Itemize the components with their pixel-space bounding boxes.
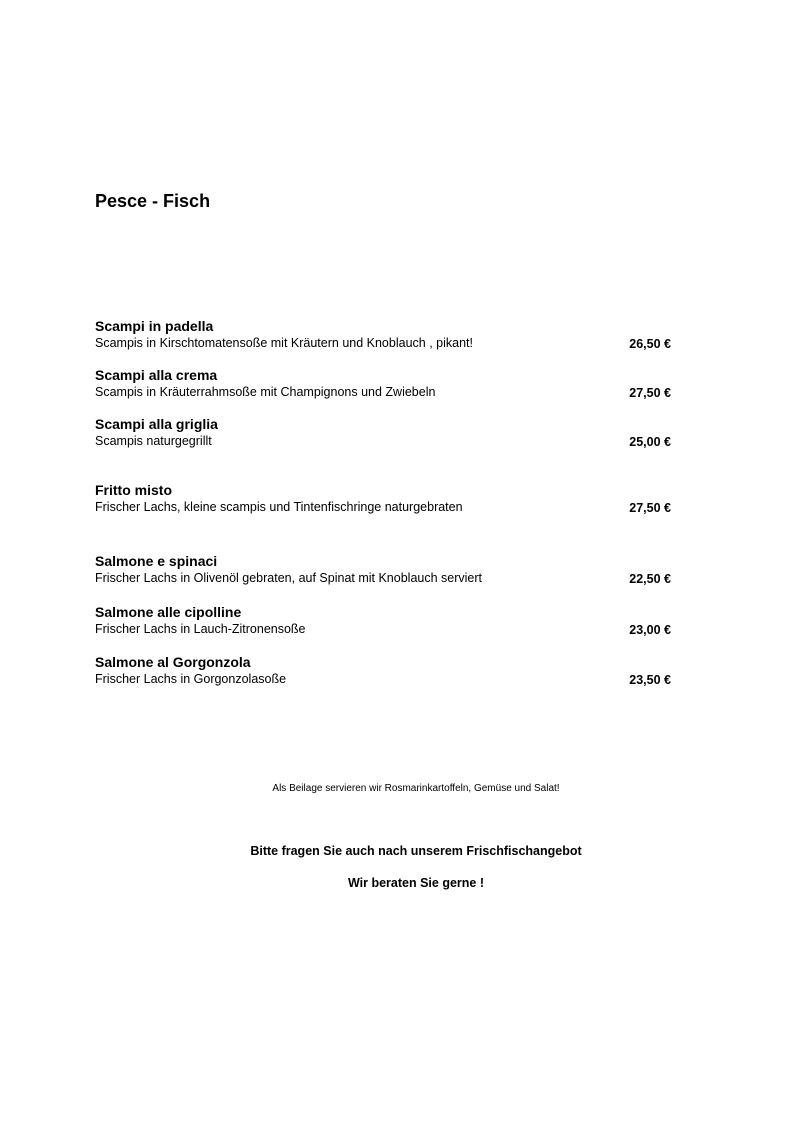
menu-item-description: Frischer Lachs in Olivenöl gebraten, auf Spinat mit Knoblauch serviert [95,571,482,585]
menu-item-description: Scampis in Kirschtomatensoße mit Kräutern und Knoblauch , pikant! [95,336,473,350]
advice-note: Wir beraten Sie gerne ! [347,876,485,890]
menu-item-description: Frischer Lachs in Lauch-Zitronensoße [95,622,306,636]
menu-item-price: 22,50 € [629,572,671,586]
menu-item-salmone-alle-cipolline [95,604,671,637]
menu-item-name: Salmone e spinaci [95,553,218,569]
menu-item-price: 27,50 € [629,501,671,515]
fresh-fish-note: Bitte fragen Sie auch nach unserem Frischfischangebot [250,844,582,858]
menu-item-description: Scampis naturgegrillt [95,434,212,448]
menu-item-name: Fritto misto [95,482,172,498]
menu-item-description: Frischer Lachs, kleine scampis und Tintenfischringe naturgebraten [95,500,463,514]
menu-item-price: 25,00 € [629,435,671,449]
menu-item-description: Scampis in Kräuterrahmsoße mit Champignons und Zwiebeln [95,385,436,399]
menu-item-price: 23,50 € [629,673,671,687]
menu-item-description: Frischer Lachs in Gorgonzolasoße [95,672,287,686]
menu-item-price: 26,50 € [629,337,671,351]
menu-item-name: Scampi alla crema [95,367,218,383]
menu-item-price: 23,00 € [629,623,671,637]
side-dishes-note: Als Beilage servieren wir Rosmarinkartoffeln, Gemüse und Salat! [272,783,560,794]
menu-item-fritto-misto [95,482,671,515]
menu-item-scampi-alla-crema [95,367,671,400]
menu-item-price: 27,50 € [629,386,671,400]
menu-item-name: Salmone al Gorgonzola [95,654,251,670]
page-title: Pesce - Fisch [95,191,211,211]
menu-item-name: Scampi alla griglia [95,416,218,432]
menu-item-name: Salmone alle cipolline [95,604,242,620]
menu-item-salmone-al-gorgonzola [95,654,671,687]
menu-item-name: Scampi in padella [95,318,214,334]
menu-item-scampi-in-padella [95,318,671,351]
menu-item-scampi-alla-griglia [95,416,671,449]
menu-item-salmone-e-spinaci [95,553,671,586]
